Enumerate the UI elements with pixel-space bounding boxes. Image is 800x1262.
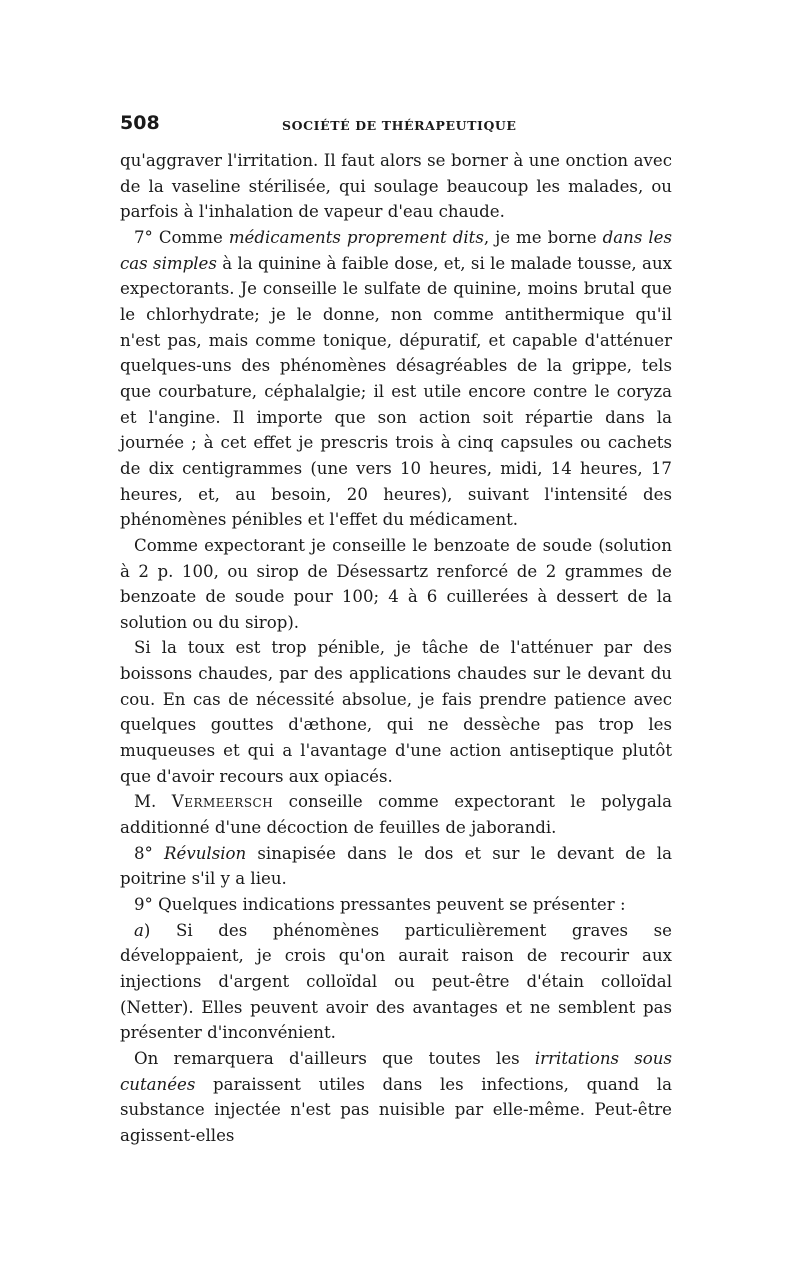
text-run: 8° xyxy=(134,843,165,863)
text-run: 7° Comme xyxy=(134,227,229,247)
paragraph xyxy=(120,789,672,840)
text-run: conseille comme expectorant le polygala additionné d'une décoction de feuilles de jaborandi. xyxy=(120,792,672,838)
text-run: , je me borne xyxy=(483,227,603,247)
italic-text: irritations sous cutanées xyxy=(120,1048,672,1094)
page-header xyxy=(120,112,672,148)
text-run: Comme expectorant je conseille le benzoate de soude (solution à 2 p. 100, ou sirop de Désessartz renforcé de 2 grammes de benzoate de soude pour 100; 4 à 6 cuillerées à dessert de la solution ou du sirop). xyxy=(120,535,672,632)
italic-text: a xyxy=(134,920,144,940)
text-run: qu'aggraver l'irritation. Il faut alors se borner à une onction avec de la vaseline stérilisée, qui soulage beaucoup les malades, ou parfois à l'inhalation de vapeur d'eau chaude. xyxy=(120,151,672,222)
text-run: On remarquera d'ailleurs que toutes les xyxy=(134,1048,535,1068)
text-run: ) Si des phénomènes particulièrement graves se développaient, je crois qu'on aurait raison de recourir aux injections d'argent colloïdal ou peut-être d'étain colloïdal (Netter). Elles peuvent avoir des avantages et ne semblent pas présenter d'inconvénient. xyxy=(120,920,672,1043)
text-run: à la quinine à faible dose, et, si le malade tousse, aux expectorants. Je conseille le sulfate de quinine, moins brutal que le chlorhydrate; je le donne, non comme antithermique qu'il n'est pas, mais comme tonique, dépuratif, et capable d'atténuer quelques-uns des phénomènes désagréables de la grippe, tels que courbature, céphalalgie; il est utile encore contre le coryza et l'angine. Il importe que son action soit répartie dans la journée ; à cet effet je prescris trois à cinq capsules ou cachets de dix centigrammes (une vers 10 heures, midi, 14 heures, 17 heures, et, au besoin, 20 heures), suivant l'intensité des phénomènes pénibles et l'effet du médicament. xyxy=(120,253,672,530)
book-page xyxy=(120,112,672,1149)
italic-text: médicaments proprement dits xyxy=(228,227,484,247)
text-run: sinapisée dans le dos et sur le devant de la poitrine s'il y a lieu. xyxy=(120,843,672,889)
small-caps-name: Vermeersch xyxy=(171,792,274,812)
text-run: paraissent utiles dans les infections, quand la substance injectée n'est pas nuisible par elle-même. Peut-être agissent-elles xyxy=(120,1074,672,1145)
running-head: SOCIÉTÉ DE THÉRAPEUTIQUE xyxy=(282,118,517,133)
paragraph xyxy=(120,635,672,789)
paragraph xyxy=(120,841,672,892)
paragraph xyxy=(120,918,672,1046)
body-text xyxy=(120,148,672,1149)
text-run: 9° Quelques indications pressantes peuvent se présenter : xyxy=(134,895,626,915)
italic-text: dans les cas simples xyxy=(120,227,673,273)
paragraph xyxy=(120,1046,672,1149)
italic-text: Révulsion xyxy=(164,843,247,863)
paragraph xyxy=(120,533,672,636)
text-run: M. xyxy=(134,792,172,812)
paragraph xyxy=(120,148,672,225)
paragraph xyxy=(120,225,672,533)
paragraph xyxy=(120,892,672,918)
text-run: Si la toux est trop pénible, je tâche de l'atténuer par des boissons chaudes, par des applications chaudes sur le devant du cou. En cas de nécessité absolue, je fais prendre patience avec quelques gouttes d'æthone, qui ne dessèche pas trop les muqueuses et qui a l'avantage d'une action antiseptique plutôt que d'avoir recours aux opiacés. xyxy=(120,638,672,786)
page-number: 508 xyxy=(120,112,160,134)
